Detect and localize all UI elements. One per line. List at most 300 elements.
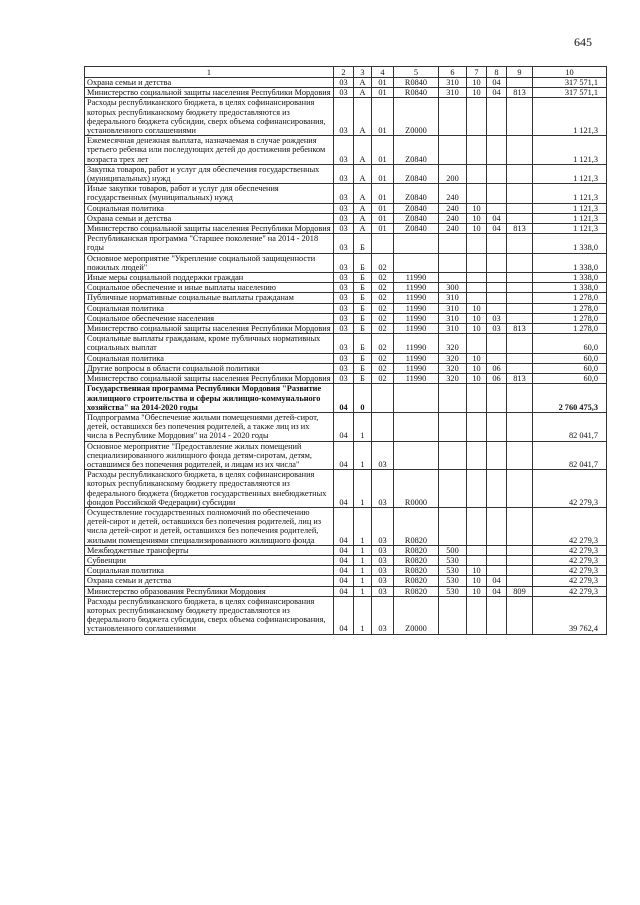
table-row: [85, 234, 607, 253]
column-header-1: 1: [85, 67, 334, 78]
code-cell-8: [487, 136, 507, 165]
row-name-cell: Министерство социальной защиты населения Республики Мордовия: [85, 324, 334, 334]
code-cell-6: [439, 441, 467, 470]
code-cell-2: 03: [334, 136, 354, 165]
code-cell-7: [467, 234, 487, 253]
row-name-cell: Социальная политика: [85, 566, 334, 576]
code-cell-2: 04: [334, 412, 354, 441]
code-cell-4: 01: [372, 224, 394, 234]
code-cell-8: [487, 470, 507, 508]
amount-cell: 42 279,3: [533, 545, 607, 555]
code-cell-8: [487, 164, 507, 183]
code-cell-4: 02: [372, 374, 394, 384]
amount-cell: 1 278,0: [533, 313, 607, 323]
code-cell-8: [487, 98, 507, 136]
amount-cell: 1 278,0: [533, 293, 607, 303]
code-cell-9: [507, 136, 533, 165]
code-cell-5: 11990: [394, 363, 439, 373]
row-name-cell: Охрана семьи и детства: [85, 78, 334, 88]
code-cell-8: [487, 555, 507, 565]
code-cell-3: А: [354, 184, 372, 203]
amount-cell: 2 760 475,3: [533, 384, 607, 413]
code-cell-9: [507, 353, 533, 363]
code-cell-8: 03: [487, 313, 507, 323]
code-cell-9: [507, 303, 533, 313]
code-cell-5: Z0000: [394, 98, 439, 136]
code-cell-5: [394, 441, 439, 470]
code-cell-2: 03: [334, 78, 354, 88]
code-cell-4: 02: [372, 313, 394, 323]
code-cell-2: 04: [334, 596, 354, 634]
code-cell-7: [467, 470, 487, 508]
code-cell-3: Б: [354, 353, 372, 363]
code-cell-2: 04: [334, 586, 354, 596]
table-row: [85, 253, 607, 272]
code-cell-2: 03: [334, 203, 354, 213]
code-cell-6: 320: [439, 363, 467, 373]
code-cell-4: 01: [372, 184, 394, 203]
code-cell-9: [507, 313, 533, 323]
amount-cell: 1 278,0: [533, 324, 607, 334]
code-cell-5: 11990: [394, 313, 439, 323]
row-name-cell: Расходы республиканского бюджета, в целях софинансирования которых республиканскому бюджету предоставляются из федерального бюджета субсидии, сверх объема софинансирования, установленного соглашениями: [85, 596, 334, 634]
row-name-cell: Субвенции: [85, 555, 334, 565]
code-cell-2: 03: [334, 88, 354, 98]
table-row: [85, 313, 607, 323]
table-row: [85, 78, 607, 88]
code-cell-9: [507, 363, 533, 373]
code-cell-3: 1: [354, 576, 372, 586]
code-cell-8: 06: [487, 363, 507, 373]
code-cell-6: 530: [439, 566, 467, 576]
code-cell-3: Б: [354, 234, 372, 253]
amount-cell: 1 121,3: [533, 164, 607, 183]
code-cell-4: 03: [372, 566, 394, 576]
code-cell-5: R0840: [394, 88, 439, 98]
code-cell-4: 01: [372, 164, 394, 183]
code-cell-4: 01: [372, 78, 394, 88]
code-cell-4: 03: [372, 545, 394, 555]
code-cell-2: 03: [334, 253, 354, 272]
row-name-cell: Ежемесячная денежная выплата, назначаемая в случае рождения третьего ребенка или последующих детей до достижения ребенком возраста трех лет: [85, 136, 334, 165]
table-body: [85, 78, 607, 635]
table-row: [85, 213, 607, 223]
code-cell-4: 01: [372, 98, 394, 136]
code-cell-9: [507, 164, 533, 183]
table-row: [85, 273, 607, 283]
code-cell-6: 310: [439, 313, 467, 323]
code-cell-6: 300: [439, 283, 467, 293]
column-header-8: 8: [487, 67, 507, 78]
code-cell-5: 11990: [394, 374, 439, 384]
code-cell-9: [507, 555, 533, 565]
row-name-cell: Министерство образования Республики Мордовия: [85, 586, 334, 596]
code-cell-2: 03: [334, 184, 354, 203]
page-number: 645: [574, 35, 592, 49]
code-cell-3: 1: [354, 555, 372, 565]
code-cell-5: R0820: [394, 576, 439, 586]
code-cell-7: [467, 441, 487, 470]
code-cell-6: [439, 507, 467, 545]
row-name-cell: Министерство социальной защиты населения Республики Мордовия: [85, 374, 334, 384]
code-cell-4: 02: [372, 293, 394, 303]
column-header-10: 10: [533, 67, 607, 78]
amount-cell: 1 121,3: [533, 213, 607, 223]
amount-cell: 39 762,4: [533, 596, 607, 634]
row-name-cell: Межбюджетные трансферты: [85, 545, 334, 555]
code-cell-3: 1: [354, 596, 372, 634]
table-row: [85, 136, 607, 165]
row-name-cell: Основное мероприятие "Укрепление социальной защищенности пожилых людей": [85, 253, 334, 272]
table-row: [85, 164, 607, 183]
code-cell-3: Б: [354, 253, 372, 272]
code-cell-5: 11990: [394, 273, 439, 283]
code-cell-6: [439, 412, 467, 441]
code-cell-9: [507, 576, 533, 586]
code-cell-9: 813: [507, 324, 533, 334]
code-cell-8: [487, 412, 507, 441]
code-cell-2: 03: [334, 313, 354, 323]
code-cell-7: 10: [467, 224, 487, 234]
table-row: [85, 507, 607, 545]
code-cell-5: Z0840: [394, 136, 439, 165]
table-row: [85, 412, 607, 441]
code-cell-5: R0820: [394, 566, 439, 576]
code-cell-3: А: [354, 88, 372, 98]
code-cell-8: 06: [487, 374, 507, 384]
table-row: [85, 353, 607, 363]
code-cell-9: [507, 293, 533, 303]
row-name-cell: Министерство социальной защиты населения Республики Мордовия: [85, 224, 334, 234]
code-cell-5: 11990: [394, 293, 439, 303]
code-cell-9: 813: [507, 88, 533, 98]
row-name-cell: Расходы республиканского бюджета, в целях софинансирования которых республиканскому бюджету предоставляются из федерального бюджета (бюджетов государственных внебюджетных фондов Российской Федерации) субсидии: [85, 470, 334, 508]
amount-cell: 1 338,0: [533, 234, 607, 253]
code-cell-8: 04: [487, 576, 507, 586]
row-name-cell: Республиканская программа "Старшее поколение" на 2014 - 2018 годы: [85, 234, 334, 253]
code-cell-9: [507, 98, 533, 136]
code-cell-8: [487, 353, 507, 363]
code-cell-9: [507, 596, 533, 634]
amount-cell: 60,0: [533, 334, 607, 353]
code-cell-2: 04: [334, 555, 354, 565]
code-cell-5: Z0000: [394, 596, 439, 634]
code-cell-8: 04: [487, 224, 507, 234]
code-cell-7: 10: [467, 576, 487, 586]
table-row: [85, 566, 607, 576]
code-cell-6: [439, 234, 467, 253]
code-cell-7: 10: [467, 88, 487, 98]
code-cell-6: 240: [439, 224, 467, 234]
table-row: [85, 363, 607, 373]
code-cell-4: [372, 384, 394, 413]
code-cell-9: [507, 412, 533, 441]
code-cell-4: [372, 412, 394, 441]
code-cell-9: [507, 253, 533, 272]
code-cell-4: 02: [372, 363, 394, 373]
table-row: [85, 98, 607, 136]
code-cell-7: [467, 136, 487, 165]
code-cell-2: 03: [334, 224, 354, 234]
code-cell-3: А: [354, 203, 372, 213]
amount-cell: 1 121,3: [533, 184, 607, 203]
code-cell-6: 530: [439, 576, 467, 586]
code-cell-7: [467, 412, 487, 441]
code-cell-5: [394, 234, 439, 253]
row-name-cell: Осуществление государственных полномочий по обеспечению детей-сирот и детей, оставшихся без попечения родителей, лиц из числа детей-сирот и детей, оставшихся без попечения родителей, жилыми помещениями специализированного жилищного фонда: [85, 507, 334, 545]
code-cell-3: Б: [354, 273, 372, 283]
code-cell-5: 11990: [394, 303, 439, 313]
code-cell-7: 10: [467, 213, 487, 223]
amount-cell: 60,0: [533, 353, 607, 363]
code-cell-7: 10: [467, 363, 487, 373]
code-cell-7: [467, 164, 487, 183]
code-cell-6: 310: [439, 78, 467, 88]
amount-cell: 60,0: [533, 363, 607, 373]
amount-cell: 42 279,3: [533, 507, 607, 545]
column-header-6: 6: [439, 67, 467, 78]
table-row: [85, 545, 607, 555]
code-cell-3: Б: [354, 374, 372, 384]
code-cell-6: 240: [439, 213, 467, 223]
table-row: [85, 224, 607, 234]
amount-cell: 1 121,3: [533, 98, 607, 136]
code-cell-9: [507, 273, 533, 283]
code-cell-3: Б: [354, 363, 372, 373]
code-cell-3: 1: [354, 586, 372, 596]
code-cell-7: [467, 283, 487, 293]
code-cell-8: 03: [487, 324, 507, 334]
amount-cell: 82 041,7: [533, 412, 607, 441]
table-row: [85, 88, 607, 98]
amount-cell: 82 041,7: [533, 441, 607, 470]
table-row: [85, 283, 607, 293]
code-cell-4: 03: [372, 576, 394, 586]
code-cell-4: 01: [372, 88, 394, 98]
code-cell-4: 02: [372, 273, 394, 283]
column-header-3: 3: [354, 67, 372, 78]
row-name-cell: Основное мероприятие "Предоставление жилых помещений специализированного жилищного фонда детям-сиротам, детям, оставшимся без попечения родителей, и лицам из их числа": [85, 441, 334, 470]
code-cell-8: [487, 566, 507, 576]
amount-cell: 1 121,3: [533, 136, 607, 165]
amount-cell: 1 121,3: [533, 203, 607, 213]
code-cell-2: 04: [334, 576, 354, 586]
code-cell-5: 11990: [394, 353, 439, 363]
code-cell-7: [467, 253, 487, 272]
code-cell-2: 03: [334, 213, 354, 223]
row-name-cell: Социальная политика: [85, 353, 334, 363]
row-name-cell: Социальное обеспечение и иные выплаты населению: [85, 283, 334, 293]
row-name-cell: Министерство социальной защиты населения Республики Мордовия: [85, 88, 334, 98]
row-name-cell: Охрана семьи и детства: [85, 213, 334, 223]
code-cell-7: [467, 384, 487, 413]
code-cell-6: 320: [439, 353, 467, 363]
code-cell-4: 01: [372, 203, 394, 213]
amount-cell: 317 571,1: [533, 88, 607, 98]
amount-cell: 1 338,0: [533, 253, 607, 272]
code-cell-7: 10: [467, 586, 487, 596]
code-cell-3: А: [354, 136, 372, 165]
code-cell-8: [487, 283, 507, 293]
code-cell-8: [487, 545, 507, 555]
code-cell-9: 809: [507, 586, 533, 596]
code-cell-7: 10: [467, 374, 487, 384]
code-cell-2: 03: [334, 164, 354, 183]
code-cell-8: [487, 293, 507, 303]
code-cell-4: 02: [372, 353, 394, 363]
code-cell-7: 10: [467, 78, 487, 88]
code-cell-6: 310: [439, 88, 467, 98]
code-cell-8: [487, 303, 507, 313]
code-cell-7: [467, 545, 487, 555]
code-cell-9: [507, 234, 533, 253]
code-cell-3: Б: [354, 313, 372, 323]
code-cell-3: 1: [354, 507, 372, 545]
code-cell-2: 04: [334, 384, 354, 413]
code-cell-2: 04: [334, 470, 354, 508]
code-cell-9: [507, 213, 533, 223]
code-cell-4: 01: [372, 213, 394, 223]
code-cell-2: 03: [334, 234, 354, 253]
code-cell-4: 03: [372, 507, 394, 545]
code-cell-7: [467, 555, 487, 565]
table-row: [85, 470, 607, 508]
code-cell-6: 320: [439, 374, 467, 384]
code-cell-4: 02: [372, 324, 394, 334]
code-cell-6: 310: [439, 324, 467, 334]
table-row: [85, 374, 607, 384]
code-cell-9: [507, 507, 533, 545]
code-cell-4: [372, 234, 394, 253]
table-row: [85, 441, 607, 470]
row-name-cell: Публичные нормативные социальные выплаты гражданам: [85, 293, 334, 303]
code-cell-6: 200: [439, 164, 467, 183]
table-row: [85, 184, 607, 203]
table-row: [85, 203, 607, 213]
code-cell-4: 02: [372, 283, 394, 293]
code-cell-5: 11990: [394, 283, 439, 293]
code-cell-5: [394, 384, 439, 413]
code-cell-9: [507, 384, 533, 413]
code-cell-2: 03: [334, 374, 354, 384]
table-row: [85, 334, 607, 353]
amount-cell: 42 279,3: [533, 576, 607, 586]
code-cell-3: 1: [354, 545, 372, 555]
code-cell-9: [507, 545, 533, 555]
amount-cell: 42 279,3: [533, 555, 607, 565]
code-cell-5: Z0840: [394, 224, 439, 234]
code-cell-5: Z0840: [394, 184, 439, 203]
code-cell-4: 03: [372, 555, 394, 565]
table-row: [85, 576, 607, 586]
code-cell-5: [394, 253, 439, 272]
code-cell-6: 320: [439, 334, 467, 353]
row-name-cell: Охрана семьи и детства: [85, 576, 334, 586]
code-cell-6: [439, 136, 467, 165]
code-cell-2: 03: [334, 273, 354, 283]
amount-cell: 42 279,3: [533, 566, 607, 576]
code-cell-4: 02: [372, 303, 394, 313]
code-cell-6: [439, 384, 467, 413]
code-cell-7: 10: [467, 313, 487, 323]
code-cell-6: 500: [439, 545, 467, 555]
code-cell-5: R0820: [394, 586, 439, 596]
code-cell-6: 240: [439, 203, 467, 213]
code-cell-3: 1: [354, 566, 372, 576]
code-cell-8: [487, 203, 507, 213]
code-cell-6: 240: [439, 184, 467, 203]
code-cell-6: [439, 98, 467, 136]
table-row: [85, 384, 607, 413]
code-cell-2: 03: [334, 283, 354, 293]
table-row: [85, 293, 607, 303]
code-cell-3: А: [354, 224, 372, 234]
code-cell-2: 04: [334, 441, 354, 470]
table-row: [85, 324, 607, 334]
code-cell-2: 03: [334, 334, 354, 353]
code-cell-6: 310: [439, 293, 467, 303]
code-cell-9: [507, 566, 533, 576]
code-cell-7: 10: [467, 324, 487, 334]
code-cell-8: 04: [487, 88, 507, 98]
code-cell-3: Б: [354, 324, 372, 334]
code-cell-4: 03: [372, 441, 394, 470]
table-row: [85, 303, 607, 313]
code-cell-2: 04: [334, 566, 354, 576]
code-cell-4: 01: [372, 136, 394, 165]
code-cell-2: 03: [334, 98, 354, 136]
code-cell-3: А: [354, 213, 372, 223]
code-cell-3: Б: [354, 303, 372, 313]
code-cell-6: [439, 253, 467, 272]
code-cell-5: 11990: [394, 334, 439, 353]
code-cell-6: [439, 596, 467, 634]
code-cell-9: [507, 184, 533, 203]
code-cell-7: [467, 273, 487, 283]
column-header-7: 7: [467, 67, 487, 78]
code-cell-6: 310: [439, 303, 467, 313]
column-header-9: 9: [507, 67, 533, 78]
code-cell-3: Б: [354, 334, 372, 353]
code-cell-3: Б: [354, 293, 372, 303]
code-cell-5: [394, 412, 439, 441]
code-cell-3: 0: [354, 384, 372, 413]
code-cell-9: [507, 470, 533, 508]
code-cell-9: [507, 203, 533, 213]
code-cell-5: 11990: [394, 324, 439, 334]
code-cell-2: 03: [334, 303, 354, 313]
code-cell-7: [467, 98, 487, 136]
code-cell-7: 10: [467, 566, 487, 576]
code-cell-8: [487, 384, 507, 413]
code-cell-2: 04: [334, 507, 354, 545]
amount-cell: 42 279,3: [533, 470, 607, 508]
code-cell-8: [487, 184, 507, 203]
code-cell-5: R0820: [394, 545, 439, 555]
code-cell-5: Z0840: [394, 203, 439, 213]
code-cell-5: Z0840: [394, 213, 439, 223]
code-cell-7: [467, 334, 487, 353]
code-cell-7: [467, 596, 487, 634]
code-cell-4: 03: [372, 470, 394, 508]
code-cell-8: [487, 441, 507, 470]
code-cell-8: [487, 334, 507, 353]
code-cell-4: 02: [372, 253, 394, 272]
code-cell-2: 03: [334, 293, 354, 303]
code-cell-7: 10: [467, 303, 487, 313]
code-cell-5: Z0840: [394, 164, 439, 183]
code-cell-7: 10: [467, 203, 487, 213]
